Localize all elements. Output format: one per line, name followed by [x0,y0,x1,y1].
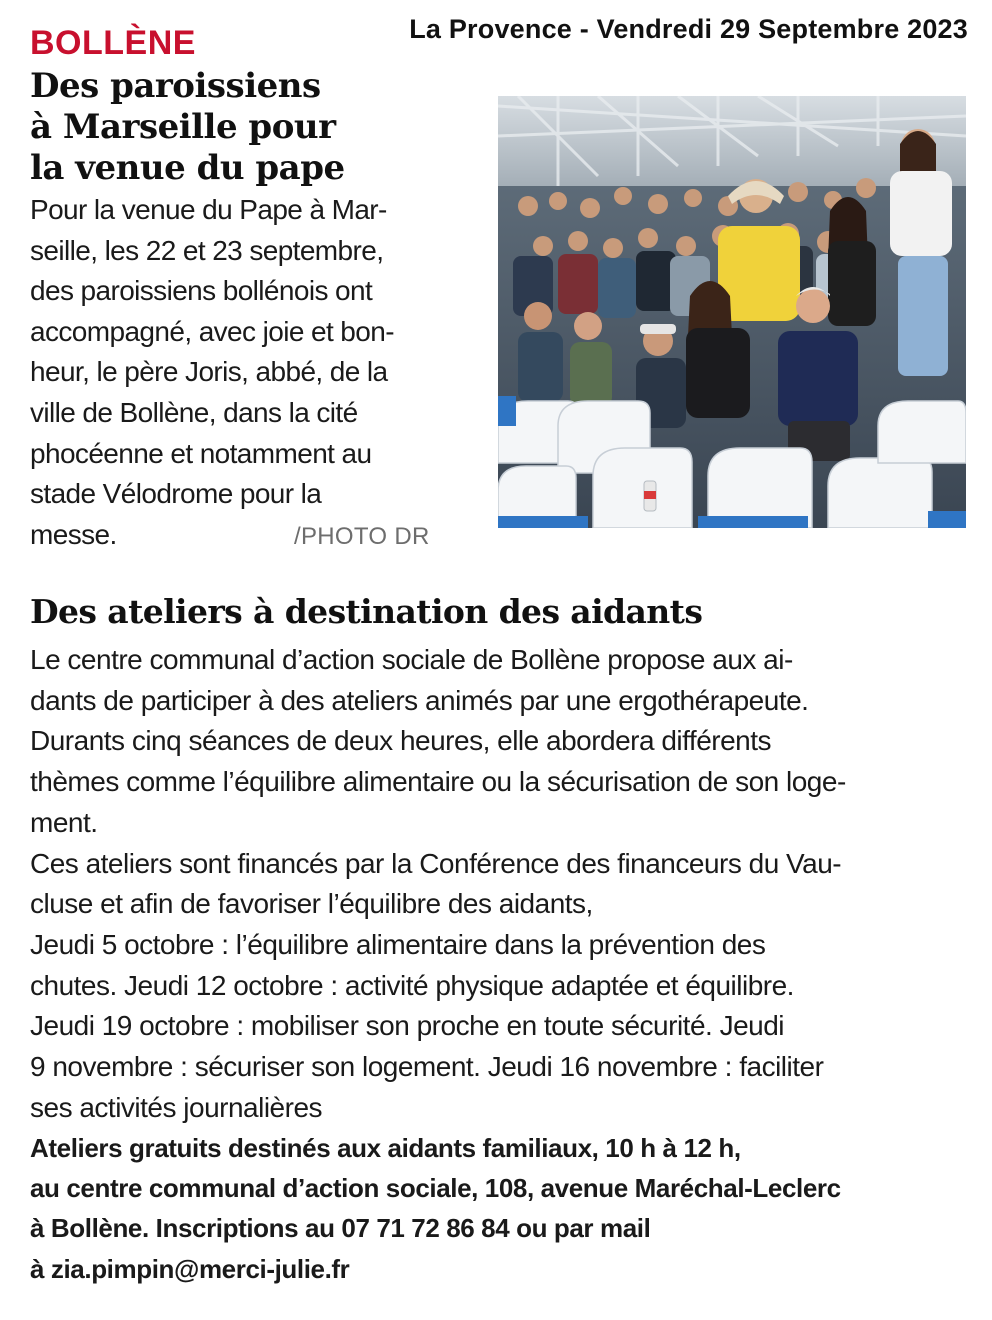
info-line: à zia.pimpin@merci-julie.fr [30,1253,350,1284]
body-line: messe. [30,518,117,550]
body-line: ses activités journalières [30,1091,323,1123]
info-line: Ateliers gratuits destinés aux aidants familiaux, 10 h à 12 h, [30,1133,741,1163]
body-line: 9 novembre : sécuriser son logement. Jeudi 16 novembre : faciliter [30,1051,824,1083]
body-line: Ces ateliers sont financés par la Conférence des financeurs du Vau- [30,847,842,879]
body-line: phocéenne et notamment au [30,437,372,469]
info-line: au centre communal d’action sociale, 108, avenue Maréchal-Leclerc [30,1173,841,1204]
body-line: Jeudi 5 octobre : l’équilibre alimentaire dans la prévention des [30,928,766,960]
body-line: stade Vélodrome pour la [30,478,322,510]
body-line: heur, le père Joris, abbé, de la [30,356,388,388]
body-line: Pour la venue du Pape à Mar- [30,194,387,225]
article-photo [498,96,966,528]
practical-info [30,1128,970,1289]
headline-line: à Marseille pour [30,107,336,147]
body-line: accompagné, avec joie et bon- [30,315,394,347]
body-line: ville de Bollène, dans la cité [30,396,358,428]
body-line: ment. [30,806,98,838]
body-line: cluse et afin de favoriser l’équilibre des aidants, [30,888,593,920]
headline-line: la venue du pape [30,148,345,188]
body-line: seille, les 22 et 23 septembre, [30,234,384,266]
body-line: Durants cinq séances de deux heures, elle abordera différents [30,725,772,757]
article-headline [30,66,490,189]
body-line: Jeudi 19 octobre : mobiliser son proche en toute sécurité. Jeudi [30,1010,785,1042]
crowd-photo-illustration [498,96,966,528]
info-line: à Bollène. Inscriptions au 07 71 72 86 84 ou par mail [30,1213,651,1244]
newspaper-masthead: La Provence - Vendredi 29 Septembre 2023 [409,14,968,44]
article-body [30,190,470,555]
article-headline: Des ateliers à destination des aidants [30,592,703,631]
headline-line: Des paroissiens [30,66,321,106]
article-body [30,640,970,1128]
photo-credit: /PHOTO DR [294,523,430,550]
body-line: thèmes comme l’équilibre alimentaire ou la sécurisation de son loge- [30,766,846,798]
body-line: dants de participer à des ateliers animés par une ergothérapeute. [30,684,809,716]
body-line: des paroissiens bollénois ont [30,275,373,307]
article-kicker: BOLLÈNE [30,24,196,62]
body-line: Le centre communal d’action sociale de Bollène propose aux ai- [30,644,793,675]
body-line: chutes. Jeudi 12 octobre : activité physique adaptée et équilibre. [30,969,794,1001]
